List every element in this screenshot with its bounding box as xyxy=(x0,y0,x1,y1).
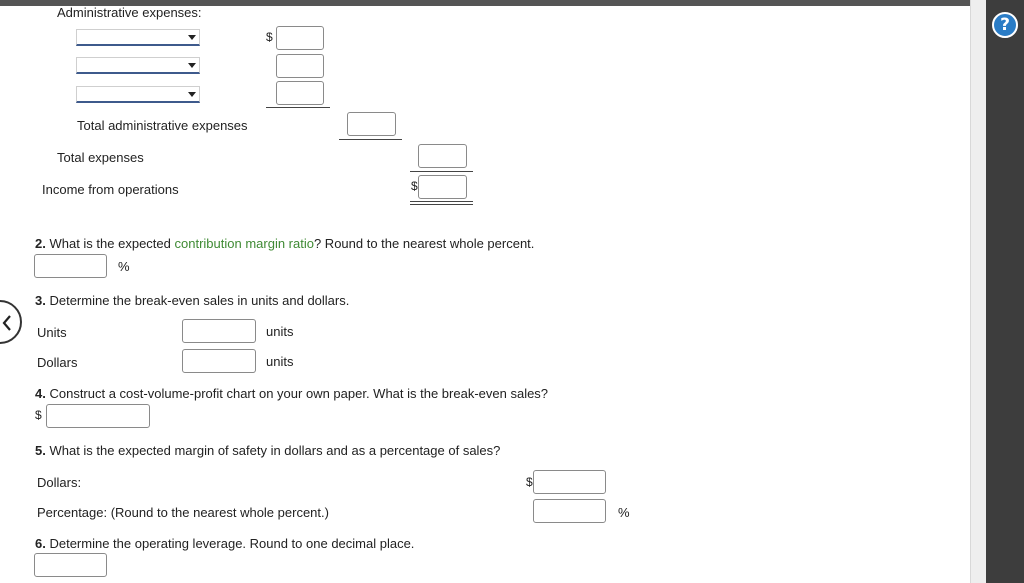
percent-unit: % xyxy=(618,505,630,520)
break-even-sales-input[interactable] xyxy=(46,404,150,428)
scrollbar-track[interactable] xyxy=(970,0,987,583)
question-2-text-end: ? Round to the nearest whole percent. xyxy=(313,236,535,251)
units-label: Units xyxy=(37,325,67,340)
margin-of-safety-dollars-input[interactable] xyxy=(533,470,606,494)
question-2 xyxy=(35,236,534,251)
contribution-margin-ratio-link[interactable]: contribution margin ratio xyxy=(174,236,314,251)
admin-expense-amount-2[interactable] xyxy=(276,54,324,78)
total-expenses-rule xyxy=(410,171,473,172)
question-6-number: 6. xyxy=(35,536,46,551)
admin-expenses-header: Administrative expenses: xyxy=(57,5,202,20)
contribution-margin-ratio-input[interactable] xyxy=(34,254,107,278)
question-4-text: Construct a cost-volume-profit chart on your own paper. What is the break-even sales? xyxy=(49,386,549,401)
admin-expense-amount-3[interactable] xyxy=(276,81,324,105)
admin-expense-select-3[interactable] xyxy=(76,86,200,103)
break-even-units-input[interactable] xyxy=(182,319,256,343)
question-5 xyxy=(35,443,500,458)
income-double-rule xyxy=(410,201,473,205)
question-3-number: 3. xyxy=(35,293,46,308)
question-5-text: What is the expected margin of safety in dollars and as a percentage of sales? xyxy=(49,443,501,458)
admin-expense-amount-1[interactable] xyxy=(276,26,324,50)
margin-of-safety-percentage-input[interactable] xyxy=(533,499,606,523)
total-admin-expenses-input[interactable] xyxy=(347,112,396,136)
question-3-text: Determine the break-even sales in units and dollars. xyxy=(49,293,350,308)
total-expenses-label: Total expenses xyxy=(57,150,144,165)
question-5-number: 5. xyxy=(35,443,46,458)
total-admin-expenses-label: Total administrative expenses xyxy=(77,118,248,133)
question-4-number: 4. xyxy=(35,386,46,401)
previous-button[interactable] xyxy=(0,300,22,344)
dollars-label: Dollars xyxy=(37,355,78,370)
admin-expense-select-1[interactable] xyxy=(76,29,200,46)
question-2-number: 2. xyxy=(35,236,46,251)
operating-leverage-input[interactable] xyxy=(34,553,107,577)
income-from-operations-label: Income from operations xyxy=(42,182,179,197)
admin-subtotal-rule xyxy=(266,107,330,108)
question-2-text: What is the expected xyxy=(49,236,171,251)
units-unit: units xyxy=(266,324,294,339)
chevron-down-icon xyxy=(188,92,196,97)
income-dollar-sign: $ xyxy=(411,179,418,193)
margin-of-safety-percentage-label: Percentage: (Round to the nearest whole percent.) xyxy=(37,505,329,520)
income-from-operations-input[interactable] xyxy=(418,175,467,199)
side-panel xyxy=(986,0,1024,583)
question-3 xyxy=(35,293,349,308)
margin-of-safety-dollars-label: Dollars: xyxy=(37,475,82,490)
chevron-down-icon xyxy=(188,35,196,40)
percent-unit: % xyxy=(118,259,130,274)
question-6-text: Determine the operating leverage. Round to one decimal place. xyxy=(49,536,415,551)
margin-of-safety-dollar-sign: $ xyxy=(526,475,533,489)
chevron-down-icon xyxy=(188,63,196,68)
help-icon[interactable]: ? xyxy=(992,12,1018,38)
total-expenses-input[interactable] xyxy=(418,144,467,168)
admin-dollar-sign: $ xyxy=(266,30,273,44)
break-even-dollars-input[interactable] xyxy=(182,349,256,373)
break-even-sales-dollar-sign: $ xyxy=(35,408,42,422)
question-4 xyxy=(35,386,548,401)
dollars-unit: units xyxy=(266,354,294,369)
question-6 xyxy=(35,536,414,551)
total-admin-rule xyxy=(339,139,402,140)
admin-expense-select-2[interactable] xyxy=(76,57,200,74)
chevron-left-icon xyxy=(2,315,12,331)
